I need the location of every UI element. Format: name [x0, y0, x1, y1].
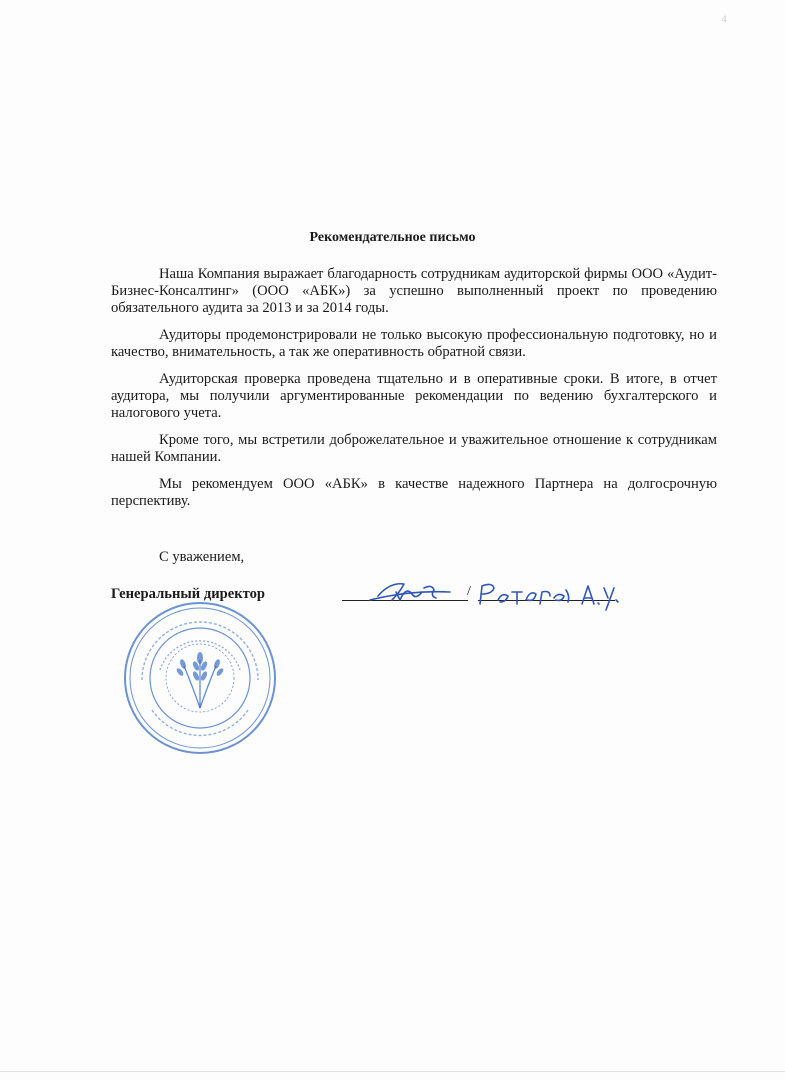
seal-inner-text [0, 0, 1, 1]
paragraph-3: Аудиторская проверка проведена тщательно и в оперативные сроки. В итоге, в отчет аудитора, мы получили аргументированные рекомендации по ведению бухгалтерского и налогового учета. [111, 371, 717, 421]
signatory-position: Генеральный директор [111, 586, 266, 602]
paragraph-2: Аудиторы продемонстрировали не только высокую профессиональную подготовку, но и качество, внимательность, а так же оперативность обратной связи. [111, 327, 717, 360]
company-seal [122, 600, 278, 756]
signature-name [0, 0, 1, 1]
letter-title: Рекомендательное письмо [309, 230, 476, 245]
handwritten-signature [330, 570, 640, 620]
closing-phrase: С уважением, [159, 549, 245, 565]
seal-outer-text [0, 0, 1, 1]
signature-separator: / [467, 584, 471, 599]
page-corner-mark: 4 [722, 14, 727, 24]
letter-body [111, 266, 717, 520]
paragraph-4: Кроме того, мы встретили доброжелательное и уважительное отношение к сотрудникам нашей Компании. [111, 432, 717, 465]
scan-edge-line [0, 1071, 785, 1072]
paragraph-1: Наша Компания выражает благодарность сотрудникам аудиторской фирмы ООО «Аудит-Бизнес-Консалтинг» (ООО «АБК») за успешно выполненный проект по проведению обязательного аудита за 2013 и за 2014 годы. [111, 266, 717, 316]
paragraph-5: Мы рекомендуем ООО «АБК» в качестве надежного Партнера на долгосрочную перспективу. [111, 476, 717, 509]
